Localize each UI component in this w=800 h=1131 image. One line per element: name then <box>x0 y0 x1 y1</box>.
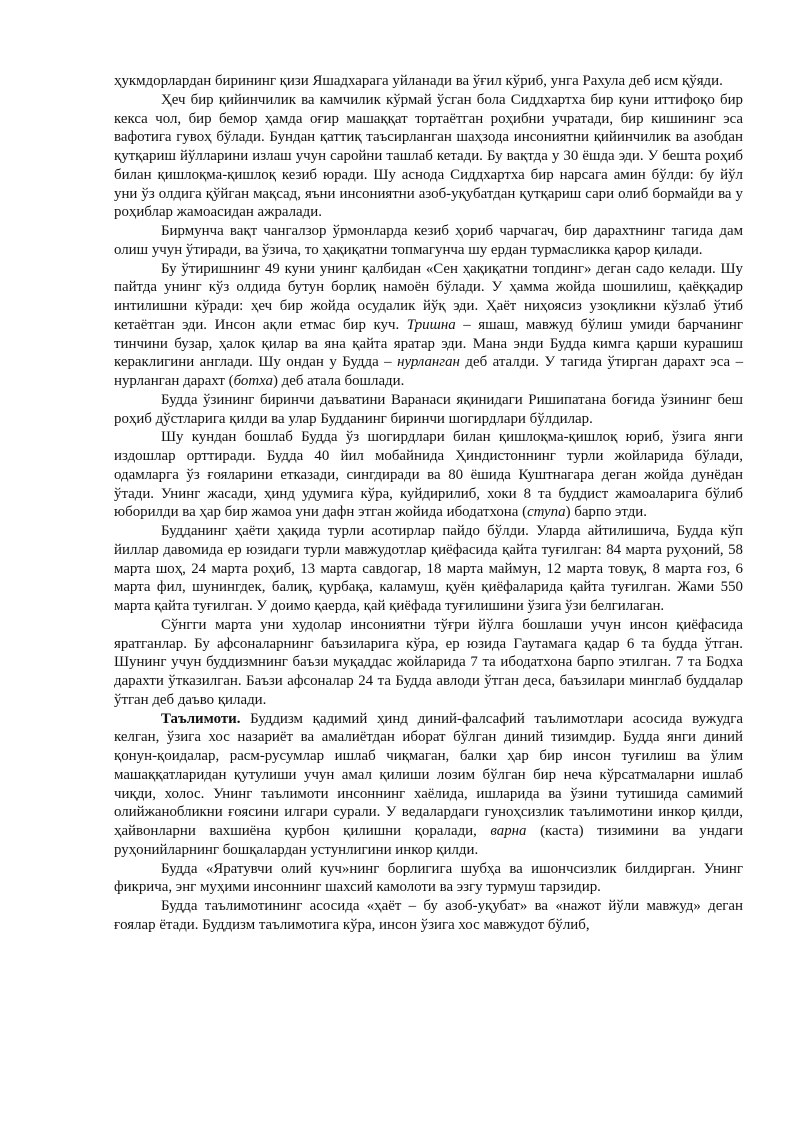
italic-term: нурланган <box>397 354 460 371</box>
text-run: ) барпо этди. <box>565 504 647 521</box>
text-run: ҳукмдорлардан бирининг қизи Яшадхарага уйланади ва ўғил кўриб, унга Рахула деб исм қўяди. <box>114 73 723 89</box>
paragraph-last-incarnation <box>114 616 743 710</box>
paragraph-siddhartha-departure <box>114 91 743 222</box>
paragraph-teachings <box>114 710 743 860</box>
paragraph-sitting-under-tree <box>114 222 743 260</box>
text-run: Шу кундан бошлаб Будда ўз шогирдлари билан қишлоқма-қишлоқ юриб, ўзига янги издошлар орттиради. Будда 40 йил мобайнида Ҳиндистоннинг турли жойларида бўлади, одамларга ўз ғояларини етказади, сингдиради ва 80 ёшида Куштнагара деган жойда дунёдан ўтади. Унинг жасади, ҳинд удумига кўра, куйдирилиб, хоки 8 та буддист жамоаларига бўлиб юборилди ва ҳар бир жамоа уни дафн этган жойида ибодатхона ( <box>114 429 743 521</box>
text-run: (каста) тизимини ва ундаги руҳонийларнинг бошқалардан устунлигини инкор қилди. <box>114 823 743 858</box>
text-run: Будданинг ҳаёти ҳақида турли асотирлар пайдо бўлди. Уларда айтилишича, Будда кўп йиллар давомида ер юзидаги турли мавжудотлар қиёфасида қайта туғилган: 84 марта руҳоний, 58 марта шоҳ, 24 марта роҳиб, 13 марта савдогар, 18 марта маймун, 12 марта товуқ, 8 марта ғоз, 6 марта фил, шунингдек, балиқ, қурбақа, каламуш, қуён қиёфаларида қайта туғилган. Жами 550 марта қайта туғилган. У доимо қаерда, қай қиёфада туғилишини ўзига ўзи белгилаган. <box>114 523 743 614</box>
italic-term: ступа <box>527 504 566 521</box>
text-run: Будда «Яратувчи олий куч»нинг борлигига шубҳа ва ишончсизлик билдирган. Унинг фикрича, энг муҳими инсоннинг шахсий камолоти ва эзгу турмуш тарзидир. <box>114 860 743 896</box>
paragraph-legends-rebirths <box>114 522 743 616</box>
text-run: ) деб атала бошлади. <box>272 373 405 389</box>
text-run: Будда ўзининг биринчи даъватини Варанаси яқинидаги Ришипатана боғида ўзининг беш роҳиб дўстларига қилди ва улар Будданинг биринчи шогирдлари бўлдилар. <box>114 391 743 427</box>
paragraph-disciples-and-death <box>114 428 743 522</box>
italic-term: варна <box>490 823 527 839</box>
paragraph-life-is-suffering <box>114 897 743 935</box>
paragraph-supreme-power <box>114 860 743 898</box>
paragraph-continuation <box>114 72 743 91</box>
paragraph-enlightenment <box>114 260 743 391</box>
text-run: Буддизм қадимий ҳинд диний-фалсафий таълимотлари асосида вужудга келган, ўзига хос назариёт ва амалиётдан иборат бўлган диний тизимдир. Будда янги диний қонун-қоидалар, расм-русумлар ишлаб чиқмаган, балки ҳар бир инсон туғилиш ва ўлим машаққатларидан қутулиши учун амал қилиши лозим бўлган бир неча кўрсатмаларни ишлаб чиқди, холос. Унинг таълимоти инсоннинг хаёлида, ишларида ва ўзини тутишида самимий олийжанобликни ғоясини илгари сурали. У ведалардаги гуноҳсизлик таълимотини инкор қилди, ҳайвонларни вахшиёна қурбон қилишни қоралади, <box>114 710 743 839</box>
italic-term: Тришна <box>406 316 456 333</box>
text-run: – яшаш, мавжуд бўлиш умиди барчанинг тинчини бузар, ҳалок қилар ва яна қайта яратар эди. Мана энди Будда кимга қарши курашиш кераклигини англади. Шу ондан у Будда – <box>114 316 743 371</box>
text-run: Бирмунча вақт чангалзор ўрмонларда кезиб ҳориб чарчагач, бир дарахтнинг тагида дам олиш учун ўтиради, ва ўзича, то ҳақиқатни топмагунча шу ердан турмасликка қарор қилади. <box>114 223 743 258</box>
text-run: деб аталди. У тагида ўтирган дарахт эса – нурланган дарахт ( <box>114 354 744 389</box>
bold-heading: Таълимоти. <box>161 710 241 727</box>
text-run: Будда таълимотининг асосида «ҳаёт – бу азоб-уқубат» ва «нажот йўли мавжуд» деган ғоялар ётади. Буддизм таълимотига кўра, инсон ўзига хос мавжудот бўлиб, <box>114 898 743 933</box>
text-run: Ҳеч бир қийинчилик ва камчилик кўрмай ўсган бола Сиддхартха бир куни иттифоқо бир кекса чол, бир бемор ҳамда оғир машаққат тортаётган роҳибни учратади, бир кишининг эса вафотига гувоҳ бўлади. Бундан қаттиқ таъсирланган шаҳзода инсониятни қийинчилик ва азобдан қутқариш йўлларини излаш учун саройни ташлаб кетади. Бу вақтда у 30 ёшда эди. У бешта роҳиб билан қишлоқма-қишлоқ кезиб юради. Шу аснода Сиддхартха бир нарсага амин бўлди: бу йўл уни ўз олдига қўйган мақсад, яъни инсониятни азоб-уқубатдан қутқариш сари олиб бормайди ва у роҳиблар жамоасидан ажралади. <box>114 91 743 221</box>
paragraph-first-sermon <box>114 391 743 429</box>
text-run: Бу ўтиришнинг 49 куни унинг қалбидан «Сен ҳақиқатни топдинг» деган садо келади. Шу пайтда унинг кўз олдида бутун борлиқ намоён бўлади. У ҳамма жойда шошилиш, қаёққадир интилишни кўради: ҳеч бир жойда осудалик йўқ эди. Ҳаёт ниҳоясиз узоқликни кўзлаб ўтиб кетаётган эди. Инсон ақли етмас бир куч. <box>114 260 743 333</box>
italic-term: ботха <box>233 373 273 389</box>
text-run: Сўнгги марта уни худолар инсониятни тўғри йўлга бошлаши учун инсон қиёфасида яратганлар. Бу афсоналарнинг баъзиларига кўра, ер юзида Гаутамага қадар 6 та будда ўтган. Шунинг учун буддизмнинг баъзи муқаддас жойларида 7 та ибодатхона барпо этилган. 7 та Бодха дарахти ўтказилган. Баъзи афсоналар 24 та Будда авлоди ўтган деса, баъзилари минглаб буддалар ўтган деб даъво қилади. <box>114 616 743 708</box>
document-page <box>114 72 743 935</box>
